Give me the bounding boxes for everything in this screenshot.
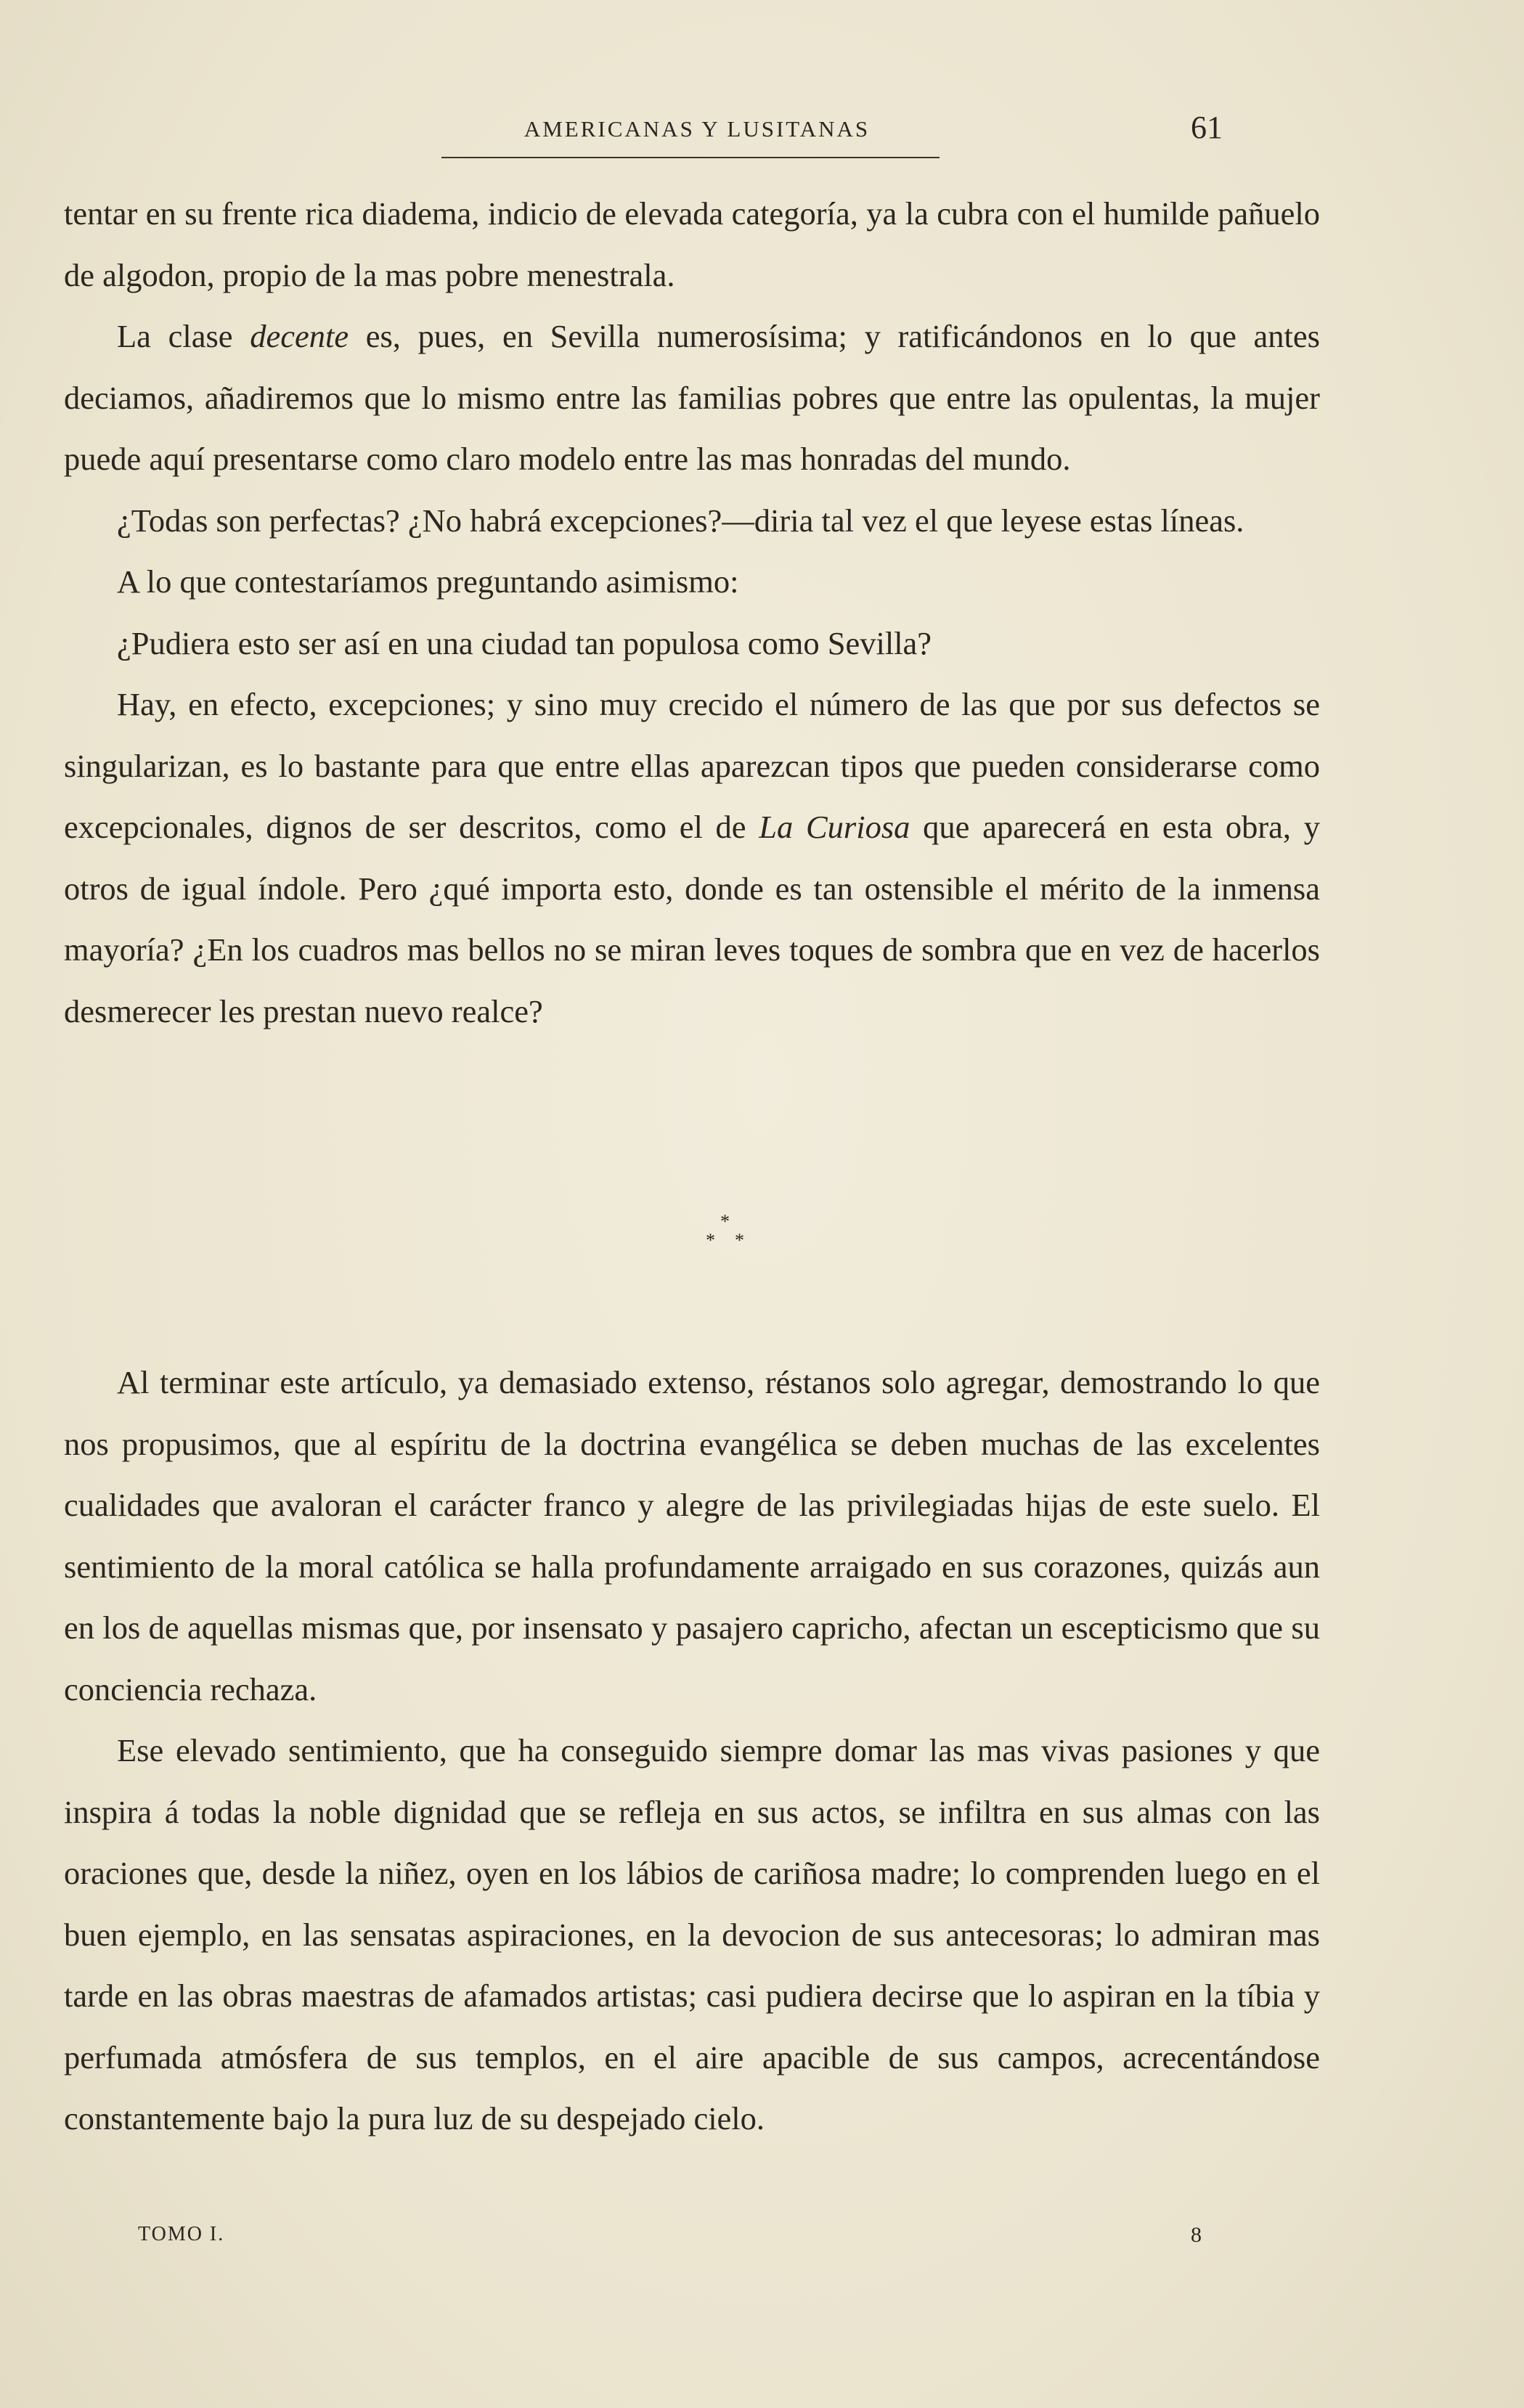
page-number: 61	[1191, 110, 1223, 145]
paragraph-6-italic: La Curiosa	[759, 809, 910, 845]
asterism-star-left: *	[706, 1230, 715, 1251]
paragraph-2-text-a: La clase	[117, 318, 250, 354]
paragraph-4: A lo que contestaríamos preguntando asimismo:	[117, 563, 739, 600]
paragraph-2	[64, 306, 1320, 490]
paragraph-7: Al terminar este artículo, ya demasiado extenso, réstanos solo agregar, demostrando lo que nos propusimos, que al espíritu de la doctrina evangélica se deben muchas de las excelentes cualidades que avaloran el carácter franco y alegre de las privilegiadas hijas de este suelo. El sentimiento de la moral católica se halla profundamente arraigado en sus corazones, quizás aun en los de aquellas mismas que, por insensato y pasajero capricho, afectan un escepticismo que su conciencia rechaza.	[64, 1364, 1320, 1707]
header-rule	[441, 157, 940, 158]
text-block-lower	[64, 1352, 1320, 2150]
running-title: AMERICANAS Y LUSITANAS	[523, 116, 871, 142]
paragraph-2-text-b: es, pues, en Sevilla numerosísima; y ratificándonos en lo que antes deciamos, añadiremos que lo mismo entre las familias pobres que entre las opulentas, la mujer puede aquí presentarse como claro modelo entre las mas honradas del mundo.	[64, 318, 1320, 477]
paragraph-3: ¿Todas son perfectas? ¿No habrá excepciones?—diria tal vez el que leyese estas líneas.	[117, 502, 1244, 539]
asterism-star-top: *	[720, 1211, 730, 1232]
paragraph-1: tentar en su frente rica diadema, indicio de elevada categoría, ya la cubra con el humilde pañuelo de algodon, propio de la mas pobre menestrala.	[64, 195, 1320, 293]
paragraph-6-text-b: que aparecerá en esta obra, y otros de igual índole. Pero ¿qué importa esto, donde es tan ostensible el mérito de la inmensa mayoría? ¿En los cuadros mas bellos no se miran leves toques de sombra que en vez de hacerlos desmerecer les prestan nuevo realce?	[64, 809, 1320, 1029]
signature-line	[0, 2223, 1524, 2259]
paragraph-6	[64, 674, 1320, 1042]
paragraph-5: ¿Pudiera esto ser así en una ciudad tan populosa como Sevilla?	[117, 624, 932, 661]
running-head	[0, 109, 1524, 152]
paragraph-8: Ese elevado sentimiento, que ha conseguido siempre domar las mas vivas pasiones y que inspira á todas la noble dignidad que se refleja en sus actos, se infiltra en sus almas con las oraciones que, desde la niñez, oyen en los lábios de cariñosa madre; lo comprenden luego en el buen ejemplo, en las sensatas aspiraciones, en la devocion de sus antecesoras; lo admiran mas tarde en las obras maestras de afamados artistas; casi pudiera decirse que lo aspiran en la tíbia y perfumada atmósfera de sus templos, en el aire apacible de sus campos, acrecentándose constantemente bajo la pura luz de su despejado cielo.	[64, 1732, 1320, 2136]
paragraph-6-text-a: Hay, en efecto, excepciones; y sino muy crecido el número de las que por sus defectos se singularizan, es lo bastante para que entre ellas aparezcan tipos que pueden considerarse como excepcionales, dignos de ser descritos, como el de	[64, 686, 1320, 845]
paragraph-2-italic: decente	[250, 318, 349, 354]
text-block-upper	[64, 183, 1320, 1042]
asterism-star-right: *	[735, 1230, 744, 1251]
volume-label: TOMO I.	[138, 2223, 225, 2245]
asterism-divider	[653, 1212, 799, 1270]
signature-mark: 8	[1191, 2223, 1202, 2247]
